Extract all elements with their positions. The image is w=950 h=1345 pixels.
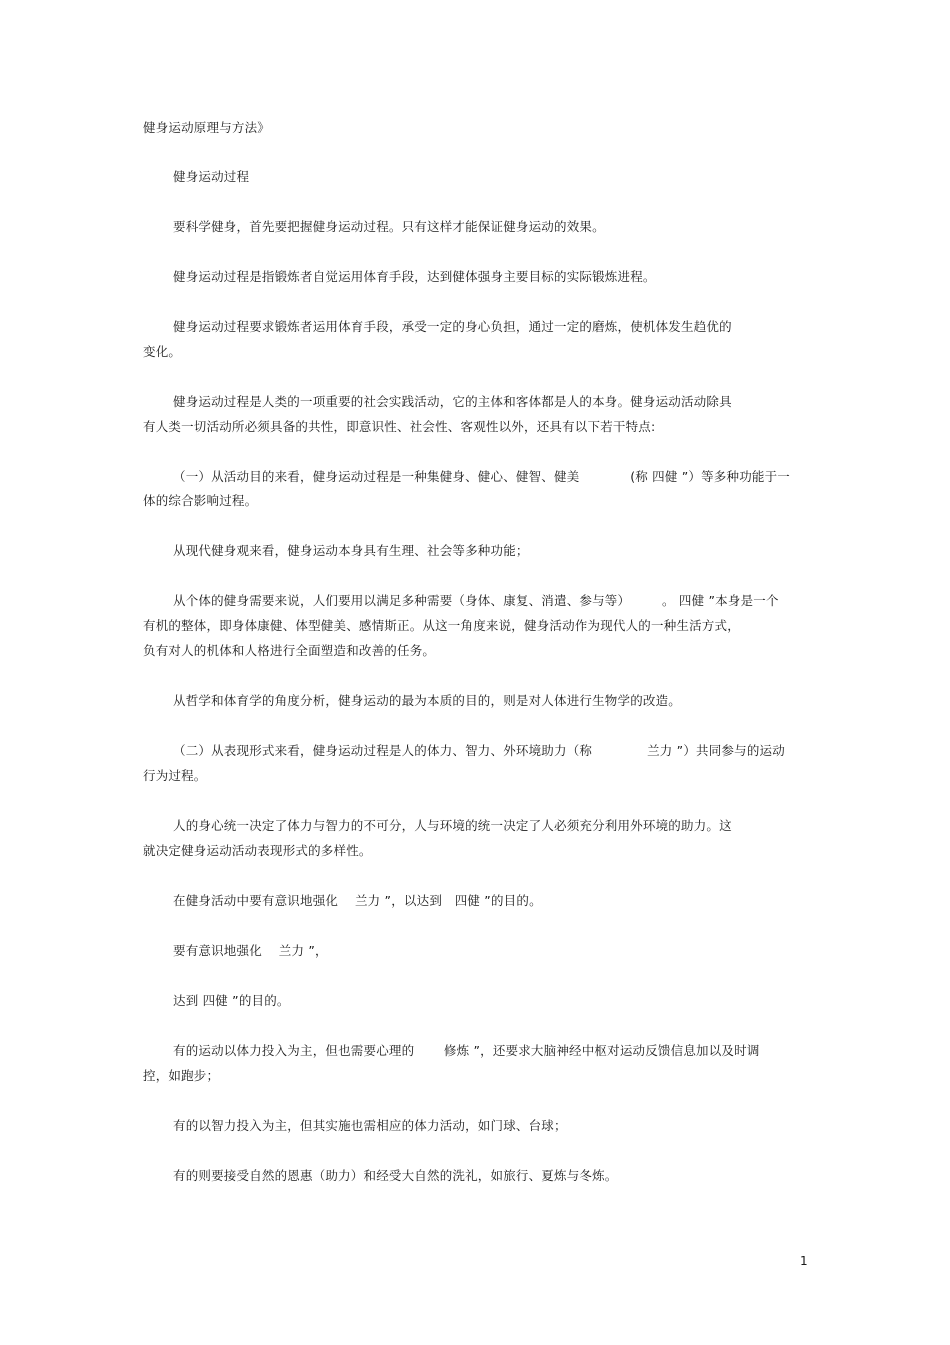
paragraph-13: 达到 四健 ”的目的。 [173,993,290,1008]
paragraph-3-line-1: 健身运动过程要求锻炼者运用体育手段，承受一定的身心负担，通过一定的磨炼，使机体发生趋优的 [173,319,732,334]
paragraph-1: 要科学健身，首先要把握健身运动过程。只有这样才能保证健身运动的效果。 [173,219,605,234]
paragraph-14-line-2: 控，如跑步； [143,1068,220,1083]
paragraph-16: 有的则要接受自然的恩惠（助力）和经受大自然的洗礼，如旅行、夏炼与冬炼。 [173,1168,618,1183]
document-title: 健身运动原理与方法》 [143,120,271,135]
paragraph-4-line-1: 健身运动过程是人类的一项重要的社会实践活动，它的主体和客体都是人的本身。健身运动活动除具 [173,394,732,409]
paragraph-10-line-1: 人的身心统一决定了体力与智力的不可分，人与环境的统一决定了人必须充分利用外环境的助力。这 [173,818,732,833]
paragraph-15: 有的以智力投入为主，但其实施也需相应的体力活动，如门球、台球； [173,1118,567,1133]
paragraph-4-line-2: 有人类一切活动所必须具备的共性，即意识性、社会性、客观性以外，还具有以下若干特点: [143,419,656,434]
paragraph-5-line-2: 体的综合影响过程。 [143,493,258,508]
paragraph-7-line-1: 从个体的健身需要来说，人们要用以满足多种需要（身体、康复、消遣、参与等） 。 四健 ”本身是一个 [173,593,779,608]
paragraph-12: 要有意识地强化 兰力 ”， [173,943,328,958]
section-heading: 健身运动过程 [173,169,250,184]
paragraph-2: 健身运动过程是指锻炼者自觉运用体育手段，达到健体强身主要目标的实际锻炼进程。 [173,269,656,284]
paragraph-11: 在健身活动中要有意识地强化 兰力 ”，以达到 四健 ”的目的。 [173,893,542,908]
paragraph-7-line-3: 负有对人的机体和人格进行全面塑造和改善的任务。 [143,643,436,658]
paragraph-6: 从现代健身观来看，健身运动本身具有生理、社会等多种功能； [173,543,529,558]
paragraph-10-line-2: 就决定健身运动活动表现形式的多样性。 [143,843,372,858]
page-number: 1 [800,1254,808,1268]
paragraph-9-line-1: （二）从表现形式来看，健身运动过程是人的体力、智力、外环境助力（称 兰力 ”）共同参与的运动 [173,743,785,758]
paragraph-3-line-2: 变化。 [143,344,182,359]
paragraph-5-line-1: （一）从活动目的来看，健身运动过程是一种集健身、健心、健智、健美 (称 四健 ”）等多种功能于一 [173,469,791,484]
paragraph-9-line-2: 行为过程。 [143,768,207,783]
paragraph-7-line-2: 有机的整体，即身体康健、体型健美、感情斯正。从这一角度来说，健身活动作为现代人的一种生活方式， [143,618,740,633]
paragraph-8: 从哲学和体育学的角度分析，健身运动的最为本质的目的，则是对人体进行生物学的改造。 [173,693,682,708]
paragraph-14-line-1: 有的运动以体力投入为主，但也需要心理的 修炼 ”，还要求大脑神经中枢对运动反馈信息加以及时调 [173,1043,760,1058]
